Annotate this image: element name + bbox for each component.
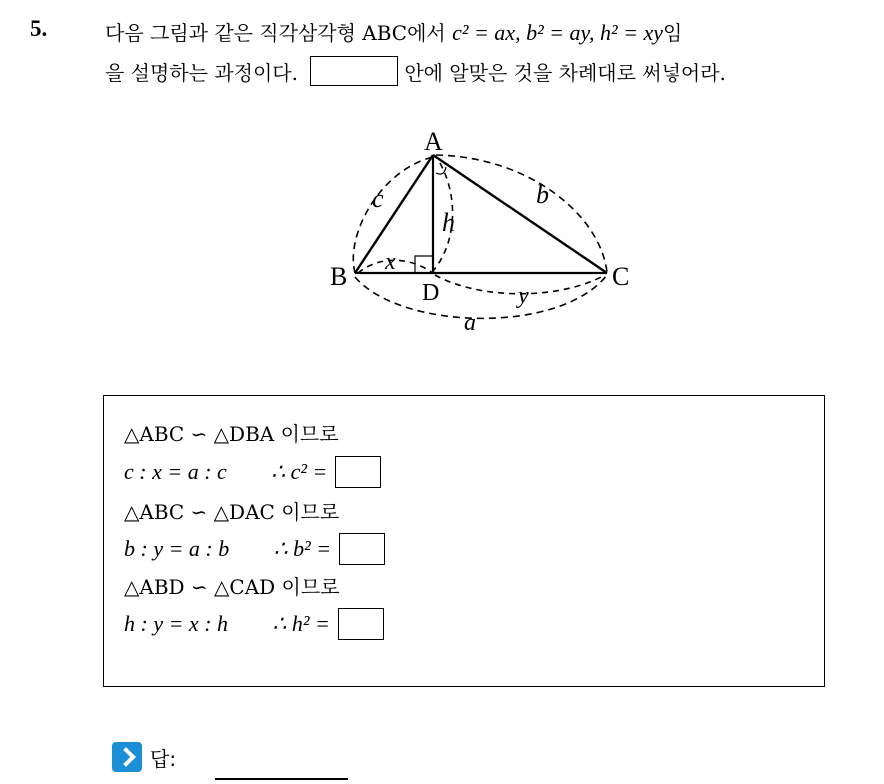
label-h: h [442,208,455,237]
proportion: b : y = a : b [124,536,230,561]
similarity-statement: △ABD ∽ △CAD 이므로 [124,575,340,599]
blank-box-reference [310,56,398,86]
problem-line-2 [105,56,726,86]
proof-row-4 [124,533,385,565]
problem-text-end: 임 [663,21,683,45]
problem-number: 5. [30,16,48,41]
label-y: y [518,283,529,309]
angle-mark-A [436,167,446,174]
proof-row-1 [124,418,339,447]
proportion: h : y = x : h [124,611,229,636]
answer-row [112,742,176,772]
therefore-expression: ∴ h² = [272,611,330,636]
proof-row-3 [124,496,339,525]
therefore-expression: ∴ b² = [273,536,332,561]
problem-equations: c² = ax, b² = ay, h² = xy [452,20,664,45]
arc-a [355,275,607,318]
triangle-figure [300,125,640,335]
proof-row-5 [124,571,340,600]
answer-blank-h2[interactable] [338,608,384,640]
chevron-right-icon [112,742,142,772]
therefore-expression: ∴ c² = [271,459,328,484]
label-a: a [464,310,476,335]
problem-instruction: 안에 알맞은 것을 차례대로 써넣어라. [404,61,726,85]
label-C: C [612,262,630,291]
similarity-statement: △ABC ∽ △DBA 이므로 [124,422,339,446]
problem-line-1 [105,17,682,46]
right-angle-D [415,256,433,273]
problem-text: 을 설명하는 과정이다. [105,61,305,85]
answer-blank-b2[interactable] [339,533,385,565]
label-A: A [424,127,443,156]
proof-row-6 [124,608,384,640]
proof-row-2 [124,456,381,488]
similarity-statement: △ABC ∽ △DAC 이므로 [124,500,340,524]
answer-input-line[interactable] [215,778,348,780]
label-c: c [372,184,384,213]
problem-text: 다음 그림과 같은 직각삼각형 ABC에서 [105,21,453,45]
label-b: b [536,180,549,209]
label-B: B [330,262,348,291]
proportion: c : x = a : c [124,459,227,484]
proof-box [103,395,825,687]
label-x: x [385,249,396,275]
label-D: D [422,280,440,306]
answer-label: 답: [150,747,177,771]
answer-blank-c2[interactable] [335,456,381,488]
